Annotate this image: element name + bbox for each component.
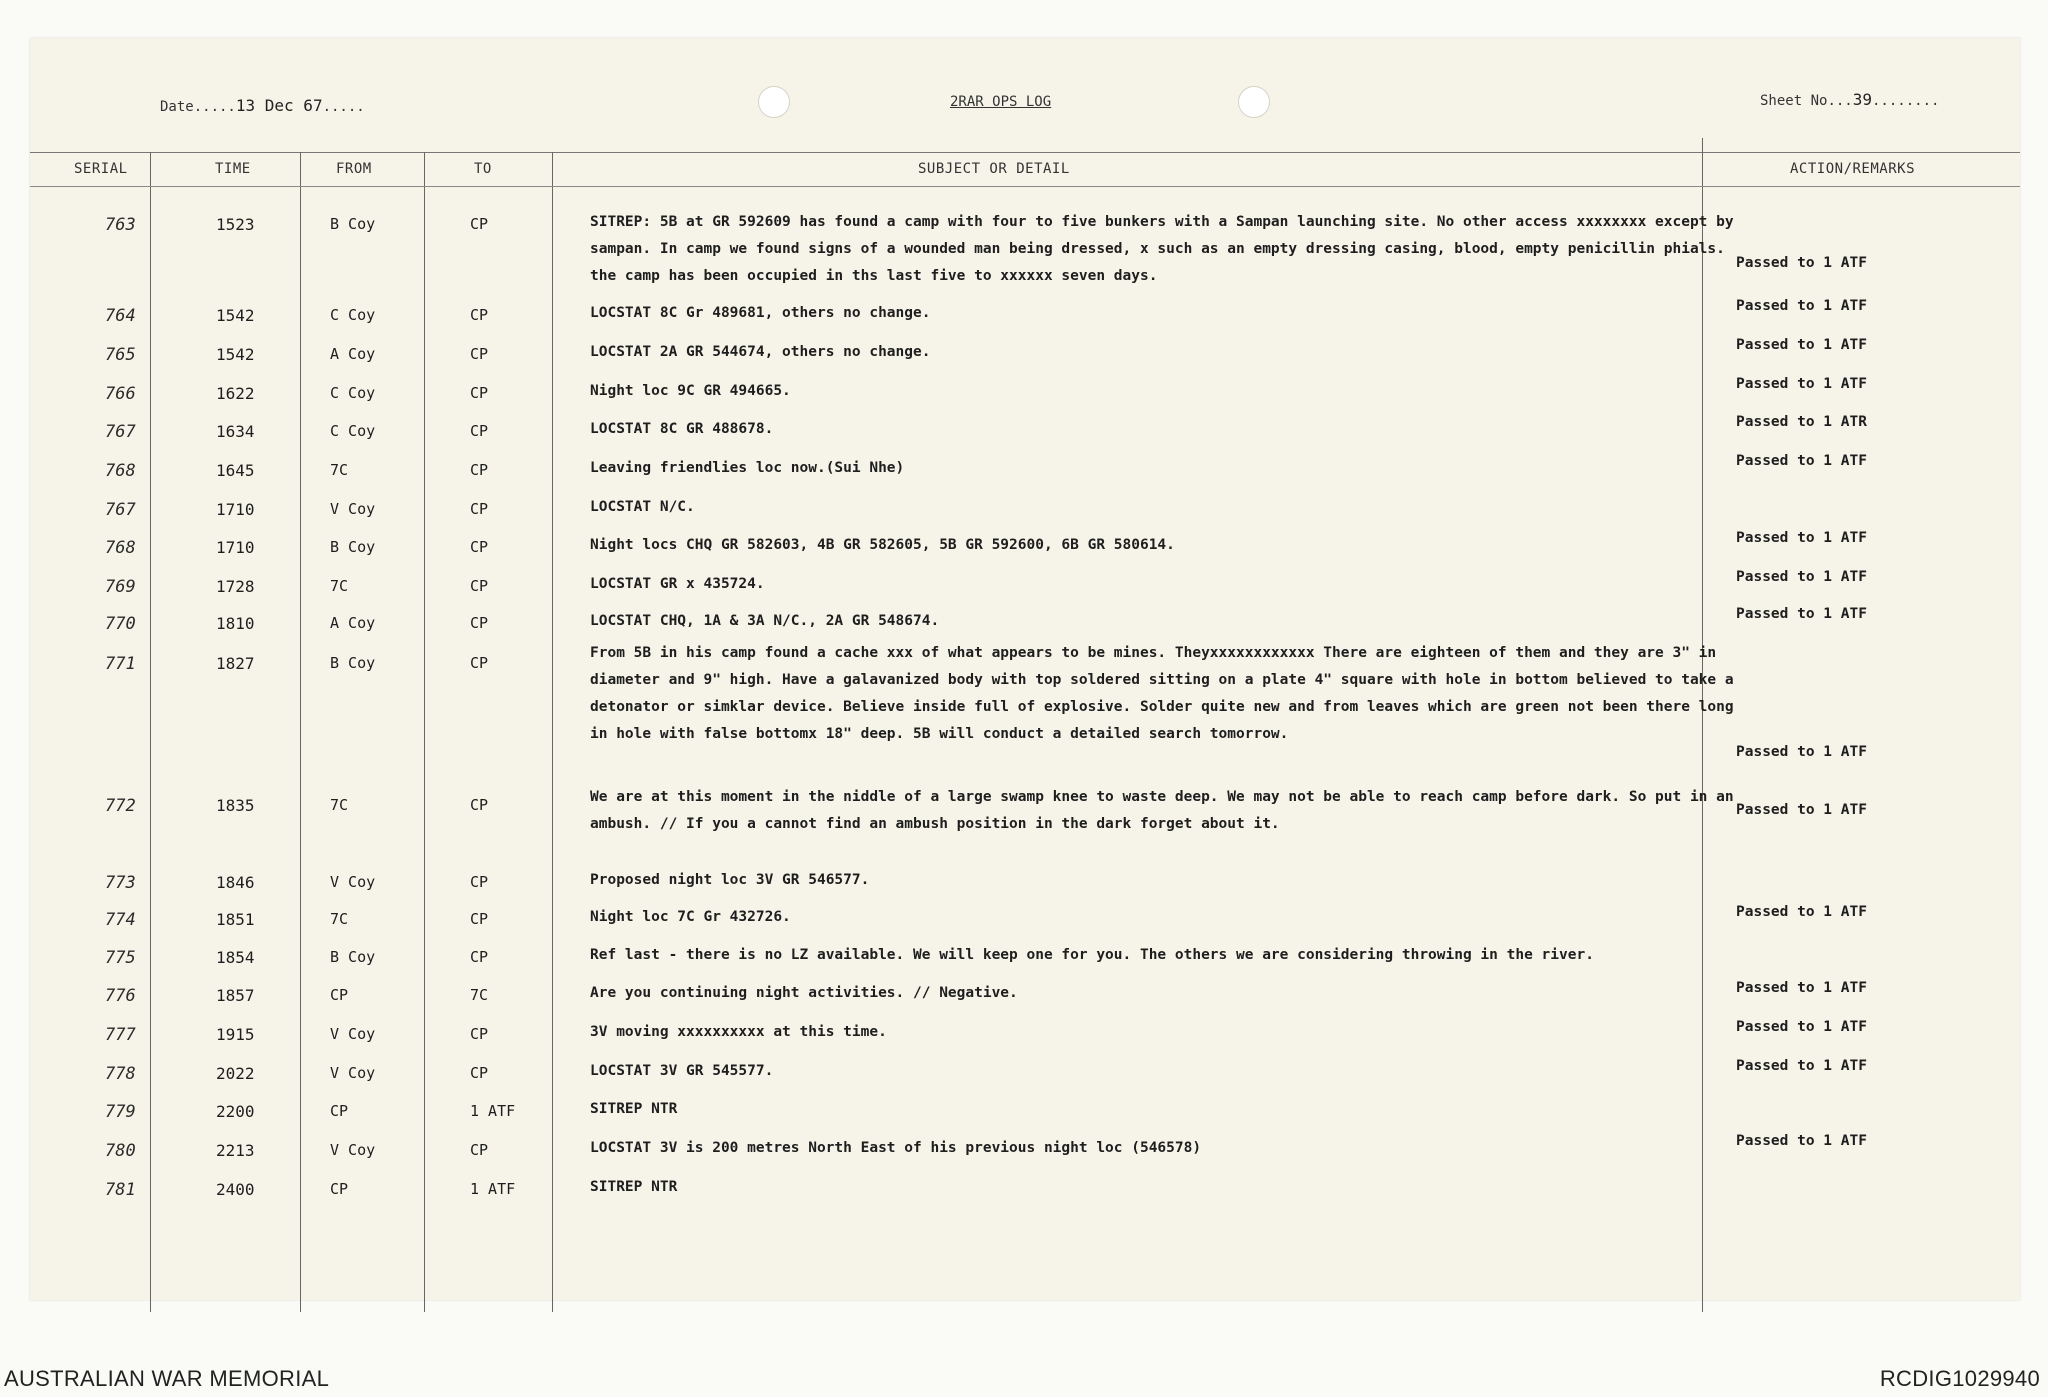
entry-detail: Are you continuing night activities. // Negative. [590,985,1018,1001]
entry-to: CP [470,422,489,440]
entry-detail: SITREP: 5B at GR 592609 has found a camp with four to five bunkers with a Sampan launching site. No other access xxxxxxxx except by sampan. In camp we found signs of a wounded man being dressed, x such as an empty dressing casing, blood, empty penicillin phials. the camp has been occupied in ths last five to xxxxxx seven days. [590,214,1734,284]
entry-to: CP [470,461,489,479]
entry-action: Passed to 1 ATF [1736,298,1867,314]
entry-action: Passed to 1 ATF [1736,453,1867,469]
entry-time: 2400 [216,1180,255,1199]
sheet-number-field: Sheet No...39........ [1760,90,1940,109]
entry-time: 2200 [216,1102,255,1121]
entry-serial: 780 [105,1141,136,1161]
entry-detail: SITREP NTR [590,1179,678,1195]
entry-time: 1851 [216,910,255,929]
entry-action: Passed to 1 ATF [1736,569,1867,585]
entry-action: Passed to 1 ATF [1736,744,1867,760]
entry-from: 7C [330,910,349,928]
col-action: ACTION/REMARKS [1790,161,1916,177]
entry-serial: 767 [105,500,136,520]
entry-time: 1835 [216,796,255,815]
entry-to: CP [470,577,489,595]
column-divider [300,152,301,1312]
col-subject: SUBJECT OR DETAIL [918,161,1070,177]
entry-action: Passed to 1 ATF [1736,1133,1867,1149]
entry-serial: 774 [105,910,136,930]
entry-action: Passed to 1 ATF [1736,376,1867,392]
entry-action: Passed to 1 ATF [1736,255,1867,271]
entry-detail: Night loc 7C Gr 432726. [590,909,791,925]
entry-detail: LOCSTAT 3V is 200 metres North East of his previous night loc (546578) [590,1140,1202,1156]
entry-from: 7C [330,461,349,479]
entry-serial: 767 [105,422,136,442]
entry-action: Passed to 1 ATF [1736,904,1867,920]
entry-detail: LOCSTAT CHQ, 1A & 3A N/C., 2A GR 548674. [590,613,940,629]
entry-detail: LOCSTAT 8C Gr 489681, others no change. [590,305,931,321]
entry-serial: 777 [105,1025,136,1045]
entry-from: CP [330,986,349,1004]
entry-serial: 768 [105,461,136,481]
entry-from: B Coy [330,948,376,966]
entry-from: V Coy [330,873,376,891]
entry-time: 1523 [216,215,255,234]
entry-from: V Coy [330,500,376,518]
entry-from: B Coy [330,654,376,672]
entry-time: 1915 [216,1025,255,1044]
entry-time: 1542 [216,345,255,364]
entry-time: 1542 [216,306,255,325]
entry-detail: Night loc 9C GR 494665. [590,383,791,399]
entry-to: 7C [470,986,489,1004]
entry-serial: 763 [105,215,136,235]
col-from: FROM [336,161,372,177]
entry-to: 1 ATF [470,1180,516,1198]
entry-time: 1846 [216,873,255,892]
col-to: TO [474,161,492,177]
entry-detail: Proposed night loc 3V GR 546577. [590,872,870,888]
entry-from: 7C [330,796,349,814]
punch-hole [1238,86,1270,118]
entry-action: Passed to 1 ATF [1736,530,1867,546]
entry-to: CP [470,654,489,672]
col-serial: SERIAL [74,161,128,177]
entry-detail: LOCSTAT 8C GR 488678. [590,421,774,437]
entry-detail: Leaving friendlies loc now.(Sui Nhe) [590,460,905,476]
entry-serial: 778 [105,1064,136,1084]
entry-time: 2022 [216,1064,255,1083]
entry-detail: LOCSTAT GR x 435724. [590,576,765,592]
entry-to: CP [470,345,489,363]
header-rule [30,152,2020,153]
entry-to: CP [470,1064,489,1082]
entry-to: CP [470,614,489,632]
entry-serial: 768 [105,538,136,558]
footer-record-id: RCDIG1029940 [1879,1366,2040,1391]
column-divider [150,152,151,1312]
entry-to: CP [470,1141,489,1159]
entry-time: 1645 [216,461,255,480]
column-divider [552,152,553,1312]
entry-from: 7C [330,577,349,595]
entry-serial: 775 [105,948,136,968]
col-time: TIME [215,161,251,177]
entry-detail: LOCSTAT N/C. [590,499,695,515]
entry-detail: LOCSTAT 3V GR 545577. [590,1063,774,1079]
entry-from: C Coy [330,306,376,324]
entry-time: 1854 [216,948,255,967]
entry-detail: Night locs CHQ GR 582603, 4B GR 582605, 5B GR 592600, 6B GR 580614. [590,537,1175,553]
date-field: Date.....13 Dec 67..... [160,96,365,115]
entry-detail: SITREP NTR [590,1101,678,1117]
entry-time: 1857 [216,986,255,1005]
date-value: 13 Dec 67 [235,96,323,115]
date-label: Date [160,99,194,115]
entry-serial: 773 [105,873,136,893]
entry-detail: We are at this moment in the niddle of a large swamp knee to waste deep. We may not be able to reach camp before dark. So put in an ambush. // If you a cannot find an ambush position in the dark forget about it. [590,789,1734,832]
footer-institution: AUSTRALIAN WAR MEMORIAL [4,1366,330,1391]
entry-from: B Coy [330,215,376,233]
entry-time: 1810 [216,614,255,633]
entry-time: 1622 [216,384,255,403]
entry-serial: 779 [105,1102,136,1122]
entry-from: V Coy [330,1064,376,1082]
entry-to: CP [470,500,489,518]
entry-action: Passed to 1 ATF [1736,1058,1867,1074]
entry-to: CP [470,796,489,814]
entry-action: Passed to 1 ATF [1736,980,1867,996]
entry-time: 1728 [216,577,255,596]
entry-serial: 781 [105,1180,136,1200]
entry-detail: Ref last - there is no LZ available. We will keep one for you. The others we are considering throwing in the river. [590,947,1594,963]
entry-to: CP [470,1025,489,1043]
entry-from: C Coy [330,384,376,402]
entry-time: 1710 [216,538,255,557]
entry-from: CP [330,1102,349,1120]
entry-to: 1 ATF [470,1102,516,1120]
entry-to: CP [470,910,489,928]
entry-to: CP [470,215,489,233]
entry-from: A Coy [330,614,376,632]
entry-serial: 764 [105,306,136,326]
entry-serial: 766 [105,384,136,404]
entry-detail: 3V moving xxxxxxxxxx at this time. [590,1024,887,1040]
entry-from: C Coy [330,422,376,440]
entry-to: CP [470,538,489,556]
entry-time: 1710 [216,500,255,519]
entry-action: Passed to 1 ATF [1736,802,1867,818]
column-divider [424,152,425,1312]
entry-to: CP [470,873,489,891]
entry-time: 1827 [216,654,255,673]
log-sheet [30,38,2020,1300]
entry-serial: 772 [105,796,136,816]
entry-detail: LOCSTAT 2A GR 544674, others no change. [590,344,931,360]
entry-action: Passed to 1 ATF [1736,337,1867,353]
entry-serial: 769 [105,577,136,597]
entry-serial: 776 [105,986,136,1006]
sheet-label: Sheet No [1760,93,1828,109]
entry-from: V Coy [330,1141,376,1159]
entry-serial: 770 [105,614,136,634]
entry-detail: From 5B in his camp found a cache xxx of what appears to be mines. Theyxxxxxxxxxxxx There are eighteen of them and they are 3" in diameter and 9" high. Have a galavanized body with top soldered sitting on a plate 4" square with hole in bottom believed to take a detonator or simklar device. Believe inside full of explosive. Solder quite new and from leaves which are green not been there long in hole with false bottomx 18" deep. 5B will conduct a detailed search tomorrow. [590,645,1734,742]
entry-time: 1634 [216,422,255,441]
entry-from: B Coy [330,538,376,556]
entry-action: Passed to 1 ATF [1736,606,1867,622]
log-title: 2RAR OPS LOG [950,94,1052,110]
entry-action: Passed to 1 ATR [1736,414,1867,430]
entry-from: A Coy [330,345,376,363]
entry-to: CP [470,306,489,324]
entry-action: Passed to 1 ATF [1736,1019,1867,1035]
entry-to: CP [470,384,489,402]
entry-serial: 765 [105,345,136,365]
sheet-value: 39 [1852,90,1872,109]
column-header-rule [30,186,2020,187]
entry-serial: 771 [105,654,136,674]
entry-from: V Coy [330,1025,376,1043]
entry-time: 2213 [216,1141,255,1160]
entry-from: CP [330,1180,349,1198]
punch-hole [758,86,790,118]
entry-to: CP [470,948,489,966]
